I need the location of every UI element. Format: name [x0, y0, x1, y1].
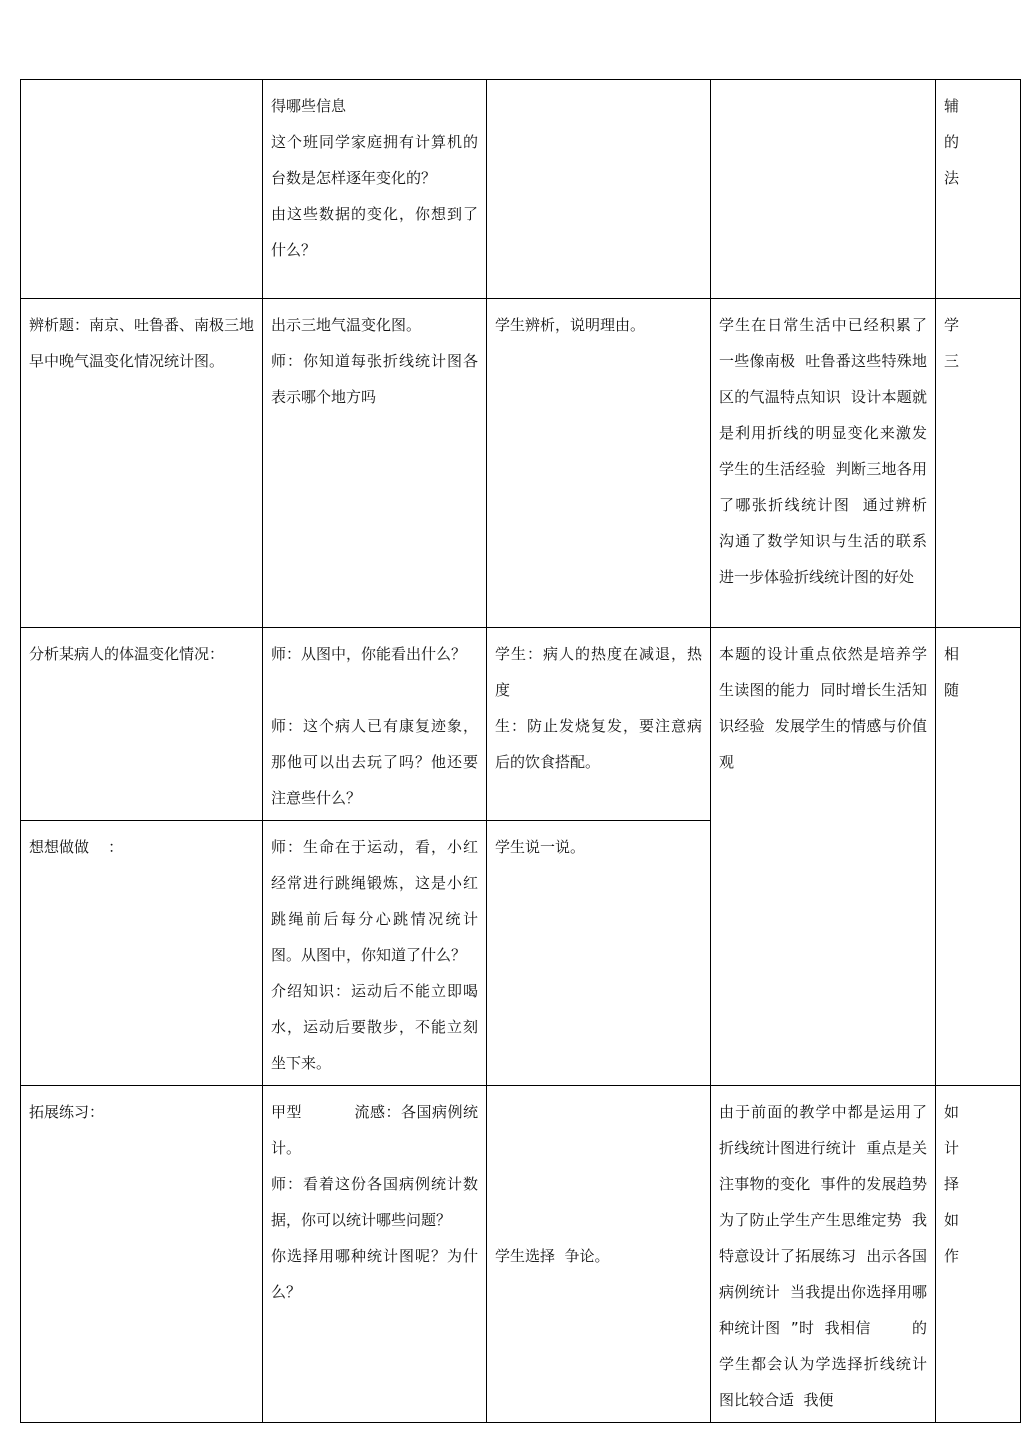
cell-text: 学生在日常生活中已经积累了一些像南极 吐鲁番这些特殊地区的气温特点知识 设计本题就是利用折线的明显变化来激发学生的生活经验 判断三地各用了哪张折线统计图 通过辨析 沟通了数学知识与生活的联系 进一步体验折线统计图的好处: [719, 316, 937, 586]
teacher-activity-cell: [263, 821, 487, 1086]
remark-cell: [936, 80, 1021, 299]
cell-text: 随: [944, 681, 960, 699]
table-row: [21, 299, 1021, 628]
cell-text: 师：从图中，你能看出什么？: [271, 645, 467, 663]
cell-text: 计: [944, 1139, 960, 1157]
teacher-activity-cell: [263, 299, 487, 628]
cell-text: 择: [944, 1175, 960, 1193]
exercise-cell: [21, 1086, 263, 1423]
cell-text: 辨析题：南京、吐鲁番、南极三地早中晚气温变化情况统计图。: [29, 316, 255, 370]
design-intent-cell: [711, 1086, 936, 1423]
cell-text: 得哪些信息: [271, 97, 347, 115]
cell-text: 学生辨析，说明理由。: [495, 316, 646, 334]
cell-text: 由于前面的教学中都是运用了折线统计图进行统计 重点是关注事物的变化 事件的发展趋势 为了防止学生产生思维定势 我特意设计了拓展练习 出示各国病例统计 当我提出你选择用哪种统计图 ”时 我相信 的学生都会认为学选择折线统计图比较合适 我便: [719, 1103, 937, 1409]
lesson-plan-table: [20, 79, 1021, 1423]
cell-text: 的: [944, 133, 960, 151]
student-activity-cell: [487, 299, 711, 628]
teacher-activity-cell: [263, 1086, 487, 1423]
cell-text: 学生选择 争论。: [495, 1247, 610, 1265]
cell-text: 本题的设计重点依然是培养学生读图的能力 同时增长生活知识经验 发展学生的情感与价值观: [719, 645, 927, 771]
table-row: [21, 1086, 1021, 1423]
exercise-cell: [21, 299, 263, 628]
cell-text: 你选择用哪种统计图呢？为什么？: [271, 1247, 478, 1301]
cell-text: 师：你知道每张折线统计图各表示哪个地方吗: [271, 352, 478, 406]
cell-text: 如: [944, 1103, 960, 1121]
cell-text: 想想做做 ：: [29, 838, 124, 856]
cell-text: 介绍知识：运动后不能立即喝水，运动后要散步，不能立刻坐下来。: [271, 982, 478, 1072]
cell-text: 师：这个病人已有康复迹象，那他可以出去玩了吗？他还要注意些什么？: [271, 717, 478, 807]
teacher-activity-cell: [263, 80, 487, 299]
table-row: [21, 80, 1021, 299]
cell-text: 学: [944, 316, 960, 334]
cell-text: 学生：病人的热度在减退，热度: [495, 645, 702, 699]
cell-text: 分析某病人的体温变化情况：: [29, 645, 225, 663]
cell-text: 辅: [944, 97, 960, 115]
remark-cell: [936, 1086, 1021, 1423]
student-activity-cell: [487, 1086, 711, 1423]
cell-text: 法: [944, 169, 960, 187]
student-activity-cell: [487, 821, 711, 1086]
cell-text: 如: [944, 1211, 960, 1229]
cell-text: 师：看着这份各国病例统计数据，你可以统计哪些问题？: [271, 1175, 478, 1229]
teacher-activity-cell: [263, 628, 487, 821]
cell-text: 这个班同学家庭拥有计算机的台数是怎样逐年变化的？: [271, 133, 478, 187]
student-activity-cell: [487, 80, 711, 299]
remark-cell: [936, 628, 1021, 1086]
cell-text: 拓展练习：: [29, 1103, 105, 1121]
cell-text: 生：防止发烧复发，要注意病后的饮食搭配。: [495, 717, 702, 771]
cell-text: 三: [944, 352, 960, 370]
cell-text: 由这些数据的变化，你想到了什么？: [271, 205, 478, 259]
cell-text: 出示三地气温变化图。: [271, 316, 422, 334]
exercise-cell: [21, 628, 263, 821]
remark-cell: [936, 299, 1021, 628]
cell-text: 学生说一说。: [495, 838, 586, 856]
design-intent-cell: [711, 299, 936, 628]
table-row: [21, 628, 1021, 821]
design-intent-cell: [711, 80, 936, 299]
cell-text: 师：生命在于运动，看，小红经常进行跳绳锻炼，这是小红跳绳前后每分心跳情况统计图。从图中，你知道了什么？: [271, 838, 478, 964]
cell-text: 作: [944, 1247, 960, 1265]
cell-text: 相: [944, 645, 960, 663]
student-activity-cell: [487, 628, 711, 821]
exercise-cell: [21, 80, 263, 299]
exercise-cell: [21, 821, 263, 1086]
design-intent-cell: [711, 628, 936, 1086]
cell-text: 甲型 流感：各国病例统计。: [271, 1103, 478, 1157]
